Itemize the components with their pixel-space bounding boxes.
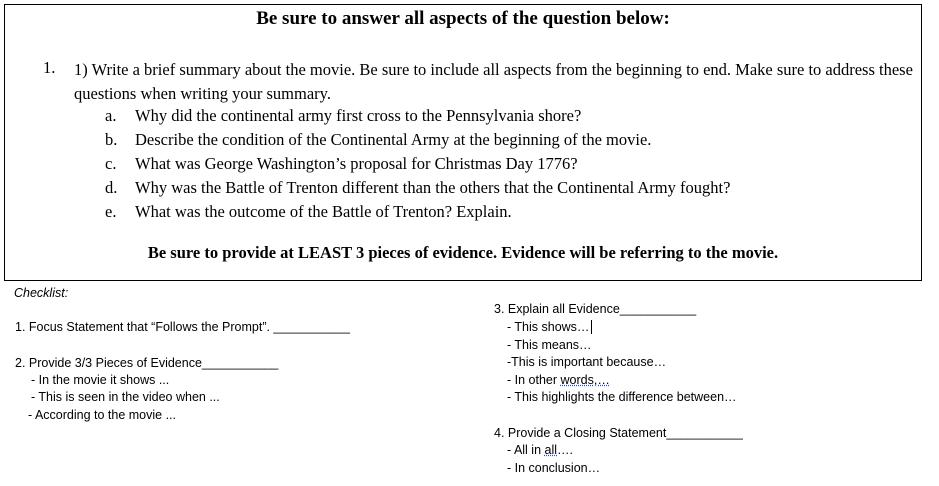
sub-question-letter: b. — [105, 130, 118, 149]
spelling-marked-word: all — [544, 443, 558, 457]
checklist-item-2-line: - According to the movie ... — [28, 408, 176, 422]
checklist-item-3: 3. Explain all Evidence___________ — [494, 302, 697, 316]
checklist-item-3-line — [507, 320, 592, 334]
sub-question-text: What was George Washington’s proposal for Christmas Day 1776? — [135, 154, 578, 173]
line-text: - In other — [507, 373, 561, 387]
checklist-title: Checklist: — [14, 286, 69, 300]
checklist-item-2-line: - This is seen in the video when ... — [31, 390, 220, 404]
checklist-item-3-line — [507, 373, 610, 387]
sub-question-text: What was the outcome of the Battle of Trenton? Explain. — [135, 202, 512, 221]
checklist-item-4-line — [507, 443, 573, 457]
checklist-item-2-line: - In the movie it shows ... — [31, 373, 170, 387]
line-text: - All in — [507, 443, 545, 457]
sub-question-text: Why was the Battle of Trenton different than the others that the Continental Army fought? — [135, 178, 731, 197]
spelling-marked-word: words,… — [560, 373, 610, 387]
line-text: …. — [557, 443, 574, 457]
line-text: - This shows… — [507, 320, 590, 334]
sub-question-letter: a. — [105, 106, 117, 125]
checklist-item-2: 2. Provide 3/3 Pieces of Evidence___________ — [15, 356, 279, 370]
sub-question-letter: e. — [105, 202, 117, 221]
checklist-item-3-line: - This highlights the difference between… — [507, 390, 737, 404]
checklist-item-1: 1. Focus Statement that “Follows the Prompt”. ___________ — [15, 320, 350, 334]
sub-question-letter: c. — [105, 154, 117, 173]
text-cursor — [591, 320, 592, 334]
checklist-item-3-line: -This is important because… — [507, 355, 667, 369]
sub-question-letter: d. — [105, 178, 118, 197]
evidence-note: Be sure to provide at LEAST 3 pieces of evidence. Evidence will be referring to the movie. — [147, 243, 779, 262]
sub-question-text: Describe the condition of the Continental Army at the beginning of the movie. — [135, 130, 652, 149]
question-text: 1) Write a brief summary about the movie. Be sure to include all aspects from the beginning to end. Make sure to address these questions when writing your summary. — [74, 60, 913, 103]
sub-question-text: Why did the continental army first cross to the Pennsylvania shore? — [135, 106, 582, 125]
box-heading: Be sure to answer all aspects of the question below: — [256, 8, 670, 29]
question-box — [4, 4, 922, 281]
checklist-item-4: 4. Provide a Closing Statement___________ — [494, 426, 743, 440]
checklist-item-4-line: - In conclusion… — [507, 461, 601, 475]
checklist-item-3-line: - This means… — [507, 338, 592, 352]
question-number: 1. — [43, 58, 56, 77]
